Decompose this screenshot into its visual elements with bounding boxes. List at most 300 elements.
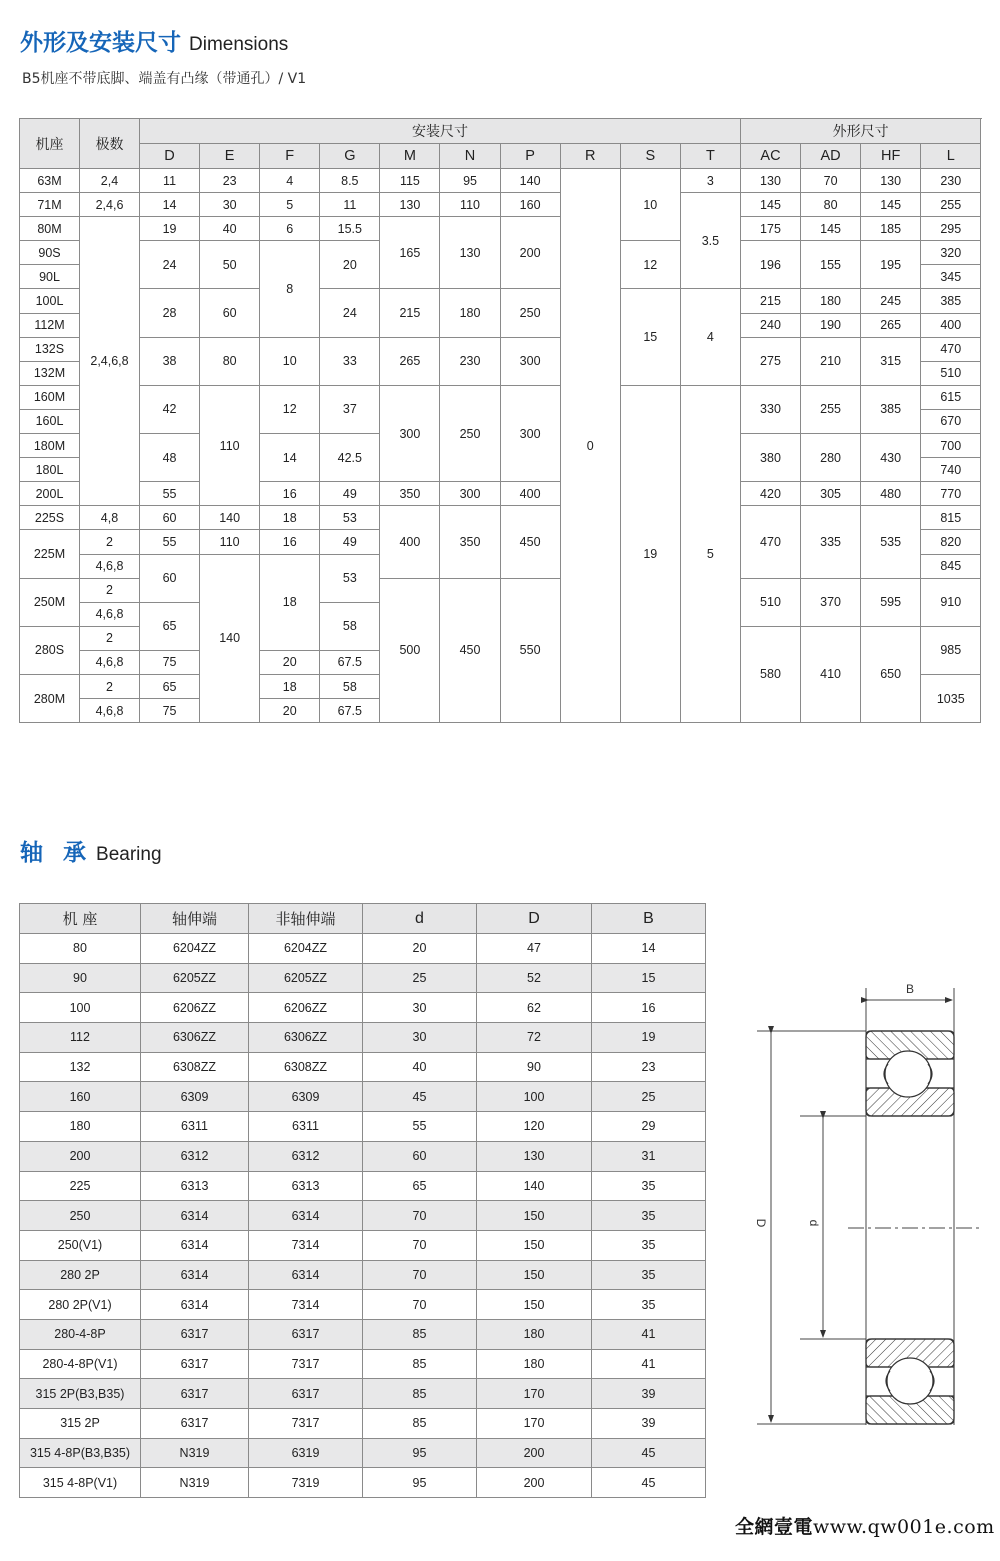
dimensions-subtitle: B5机座不带底脚、端盖有凸缘（带通孔）/ V1 [22, 71, 307, 87]
bearing-cell-drive-end: 6317 [141, 1379, 249, 1409]
watermark-zh: 全網壹電 [735, 1516, 814, 1538]
header-col-s: S [621, 144, 681, 169]
bearing-cell-drive-end: 6312 [141, 1141, 249, 1171]
cell-frame: 132M [20, 362, 80, 386]
cell-g: 53 [320, 555, 380, 603]
bearing-cell-outer-D: 140 [477, 1171, 592, 1201]
bearing-cell-bore-d: 55 [363, 1112, 477, 1142]
bearing-cell-bore-d: 70 [363, 1290, 477, 1320]
cell-s: 15 [621, 289, 681, 385]
cell-ac: 580 [741, 627, 801, 723]
bearing-cell-bore-d: 30 [363, 993, 477, 1023]
cell-n: 230 [440, 338, 500, 386]
bearing-cell-width-B: 39 [592, 1409, 706, 1439]
cell-f: 5 [260, 193, 320, 217]
cell-m: 350 [380, 482, 440, 506]
bearing-row [20, 1438, 706, 1468]
bearing-row [20, 1082, 706, 1112]
header-col-t: T [681, 144, 741, 169]
bearing-cell-width-B: 35 [592, 1230, 706, 1260]
bearing-header-drive-end: 轴伸端 [141, 904, 249, 934]
cell-hf: 245 [861, 289, 921, 313]
cell-p: 250 [501, 289, 561, 337]
bearing-cell-non-drive-end: 6306ZZ [249, 1023, 363, 1053]
cell-frame: 160M [20, 386, 80, 410]
cell-l: 385 [921, 289, 981, 313]
cell-d: 11 [140, 169, 200, 193]
bearing-cell-width-B: 39 [592, 1379, 706, 1409]
cell-g: 58 [320, 675, 380, 699]
bearing-cell-bore-d: 85 [363, 1379, 477, 1409]
cell-e: 50 [200, 241, 260, 289]
header-col-l: L [921, 144, 981, 169]
cell-t: 3 [681, 169, 741, 193]
cell-f: 16 [260, 530, 320, 554]
bearing-cell-non-drive-end: 6314 [249, 1201, 363, 1231]
bearing-header-frame: 机 座 [20, 904, 141, 934]
dimensions-title [20, 24, 288, 57]
cell-ac: 380 [741, 434, 801, 482]
cell-l: 470 [921, 338, 981, 362]
bearing-cell-frame: 200 [20, 1141, 141, 1171]
cell-poles: 2 [80, 675, 140, 699]
bearing-cell-non-drive-end: 6313 [249, 1171, 363, 1201]
bearing-cell-drive-end: 6306ZZ [141, 1023, 249, 1053]
cell-poles: 2,4,6 [80, 193, 140, 217]
bearing-cell-drive-end: 6314 [141, 1290, 249, 1320]
bearing-cell-drive-end: N319 [141, 1468, 249, 1498]
bearing-row [20, 1290, 706, 1320]
cell-frame: 280S [20, 627, 80, 675]
bearing-table [19, 903, 706, 1498]
cell-p: 550 [501, 579, 561, 724]
bearing-cell-width-B: 35 [592, 1290, 706, 1320]
cell-l: 820 [921, 530, 981, 554]
cell-l: 670 [921, 410, 981, 434]
cell-d: 60 [140, 506, 200, 530]
cell-f: 6 [260, 217, 320, 241]
cell-d: 65 [140, 675, 200, 699]
bearing-cell-drive-end: 6206ZZ [141, 993, 249, 1023]
bearing-cell-width-B: 41 [592, 1349, 706, 1379]
bearing-cell-outer-D: 150 [477, 1290, 592, 1320]
bearing-cell-frame: 225 [20, 1171, 141, 1201]
cell-ad: 190 [801, 314, 861, 338]
watermark [735, 1512, 995, 1539]
label-D: D [754, 1218, 768, 1228]
cell-hf: 185 [861, 217, 921, 241]
bearing-cell-frame: 112 [20, 1023, 141, 1053]
bearing-cell-drive-end: 6317 [141, 1409, 249, 1439]
cell-hf: 145 [861, 193, 921, 217]
bearing-cell-width-B: 31 [592, 1141, 706, 1171]
bearing-cell-bore-d: 95 [363, 1468, 477, 1498]
bearing-cell-outer-D: 170 [477, 1379, 592, 1409]
bearing-cell-non-drive-end: 7317 [249, 1409, 363, 1439]
cell-f: 20 [260, 651, 320, 675]
cell-g: 49 [320, 530, 380, 554]
bearing-row [20, 1201, 706, 1231]
cell-ac: 510 [741, 579, 801, 627]
bearing-cell-bore-d: 85 [363, 1319, 477, 1349]
cell-n: 180 [440, 289, 500, 337]
cell-e: 40 [200, 217, 260, 241]
bearing-cell-frame: 315 4-8P(B3,B35) [20, 1438, 141, 1468]
cell-ad: 80 [801, 193, 861, 217]
cell-frame: 250M [20, 579, 80, 627]
bearing-cell-bore-d: 70 [363, 1201, 477, 1231]
bearing-cell-frame: 132 [20, 1052, 141, 1082]
bearing-cell-bore-d: 25 [363, 963, 477, 993]
cell-ad: 255 [801, 386, 861, 434]
cell-poles: 4,8 [80, 506, 140, 530]
cell-l: 295 [921, 217, 981, 241]
cell-poles: 4,6,8 [80, 603, 140, 627]
cell-frame: 71M [20, 193, 80, 217]
header-col-g: G [320, 144, 380, 169]
bearing-row [20, 1468, 706, 1498]
bearing-cell-width-B: 35 [592, 1201, 706, 1231]
header-col-p: P [501, 144, 561, 169]
cell-ad: 335 [801, 506, 861, 578]
cell-p: 450 [501, 506, 561, 578]
bearing-cell-bore-d: 85 [363, 1349, 477, 1379]
cell-f: 18 [260, 675, 320, 699]
cell-frame: 90L [20, 265, 80, 289]
cell-g: 42.5 [320, 434, 380, 482]
bearing-cell-bore-d: 70 [363, 1230, 477, 1260]
cell-g: 67.5 [320, 651, 380, 675]
cell-g: 33 [320, 338, 380, 386]
cell-n: 95 [440, 169, 500, 193]
bearing-row [20, 1409, 706, 1439]
cell-l: 910 [921, 579, 981, 627]
cell-t: 5 [681, 386, 741, 723]
cell-d: 14 [140, 193, 200, 217]
cell-f: 8 [260, 241, 320, 337]
cell-hf: 130 [861, 169, 921, 193]
cell-f: 4 [260, 169, 320, 193]
cell-hf: 595 [861, 579, 921, 627]
cell-l: 815 [921, 506, 981, 530]
bearing-cell-bore-d: 45 [363, 1082, 477, 1112]
cell-poles: 2,4,6,8 [80, 217, 140, 506]
bearing-section-top [866, 1031, 954, 1116]
bearing-cell-width-B: 14 [592, 934, 706, 964]
cell-d: 28 [140, 289, 200, 337]
cell-l: 510 [921, 362, 981, 386]
cell-d: 75 [140, 651, 200, 675]
bearing-cell-bore-d: 95 [363, 1438, 477, 1468]
cell-m: 115 [380, 169, 440, 193]
cell-g: 67.5 [320, 699, 380, 723]
bearing-cell-frame: 160 [20, 1082, 141, 1112]
cell-ad: 305 [801, 482, 861, 506]
dimensions-title-en: Dimensions [189, 34, 289, 55]
cell-m: 400 [380, 506, 440, 578]
cell-poles: 2 [80, 627, 140, 651]
bearing-cell-outer-D: 150 [477, 1201, 592, 1231]
bearing-cell-non-drive-end: 7319 [249, 1468, 363, 1498]
cell-m: 265 [380, 338, 440, 386]
header-col-hf: HF [861, 144, 921, 169]
cell-hf: 650 [861, 627, 921, 723]
bearing-cell-outer-D: 90 [477, 1052, 592, 1082]
cell-frame: 100L [20, 289, 80, 313]
cell-f: 12 [260, 386, 320, 434]
bearing-cell-drive-end: N319 [141, 1438, 249, 1468]
bearing-cell-frame: 180 [20, 1112, 141, 1142]
cell-l: 845 [921, 555, 981, 579]
bearing-cell-outer-D: 72 [477, 1023, 592, 1053]
header-col-e: E [200, 144, 260, 169]
bearing-title [20, 834, 162, 867]
bearing-cell-outer-D: 170 [477, 1409, 592, 1439]
bearing-cell-frame: 90 [20, 963, 141, 993]
bearing-cell-outer-D: 200 [477, 1438, 592, 1468]
cell-p: 300 [501, 386, 561, 482]
bearing-cell-frame: 315 4-8P(V1) [20, 1468, 141, 1498]
cell-n: 350 [440, 506, 500, 578]
cell-d: 42 [140, 386, 200, 434]
bearing-row [20, 1319, 706, 1349]
bearing-cell-frame: 280 2P [20, 1260, 141, 1290]
bearing-cell-non-drive-end: 7317 [249, 1349, 363, 1379]
bearing-cell-outer-D: 180 [477, 1319, 592, 1349]
cell-frame: 225M [20, 530, 80, 578]
header-group-outline: 外形尺寸 [741, 119, 981, 144]
cell-frame: 90S [20, 241, 80, 265]
bearing-section-bottom [866, 1339, 954, 1424]
bearing-cell-frame: 280 2P(V1) [20, 1290, 141, 1320]
cell-n: 300 [440, 482, 500, 506]
cell-poles: 4,6,8 [80, 699, 140, 723]
bearing-row [20, 963, 706, 993]
cell-ad: 410 [801, 627, 861, 723]
bearing-cell-non-drive-end: 6311 [249, 1112, 363, 1142]
bearing-cell-frame: 280-4-8P [20, 1319, 141, 1349]
cell-t: 3.5 [681, 193, 741, 289]
bearing-cell-drive-end: 6314 [141, 1230, 249, 1260]
cell-poles: 4,6,8 [80, 651, 140, 675]
bearing-cell-drive-end: 6317 [141, 1349, 249, 1379]
bearing-row [20, 1112, 706, 1142]
bearing-row [20, 1023, 706, 1053]
bearing-cell-frame: 80 [20, 934, 141, 964]
cell-ac: 275 [741, 338, 801, 386]
bearing-cell-width-B: 45 [592, 1468, 706, 1498]
bearing-cell-non-drive-end: 6204ZZ [249, 934, 363, 964]
cell-hf: 265 [861, 314, 921, 338]
bearing-cell-width-B: 19 [592, 1023, 706, 1053]
header-frame: 机座 [20, 119, 80, 169]
cell-g: 8.5 [320, 169, 380, 193]
bearing-cell-width-B: 29 [592, 1112, 706, 1142]
cell-poles: 2 [80, 579, 140, 603]
bearing-cell-non-drive-end: 6205ZZ [249, 963, 363, 993]
cell-e: 60 [200, 289, 260, 337]
cell-g: 37 [320, 386, 380, 434]
bearing-cell-frame: 280-4-8P(V1) [20, 1349, 141, 1379]
bearing-header-B: B [592, 904, 706, 934]
cell-ad: 180 [801, 289, 861, 313]
cell-e: 80 [200, 338, 260, 386]
bearing-cell-width-B: 23 [592, 1052, 706, 1082]
bearing-header-d: d [363, 904, 477, 934]
bearing-header-D: D [477, 904, 592, 934]
cell-m: 300 [380, 386, 440, 482]
cell-frame: 132S [20, 338, 80, 362]
cell-f: 20 [260, 699, 320, 723]
dimensions-title-zh: 外形及安装尺寸 [20, 30, 181, 56]
bearing-cell-width-B: 35 [592, 1260, 706, 1290]
bearing-cell-frame: 315 2P [20, 1409, 141, 1439]
cell-hf: 385 [861, 386, 921, 434]
bearing-cell-non-drive-end: 6317 [249, 1319, 363, 1349]
cell-d: 24 [140, 241, 200, 289]
bearing-cell-non-drive-end: 7314 [249, 1230, 363, 1260]
cell-l: 1035 [921, 675, 981, 723]
bearing-cell-frame: 315 2P(B3,B35) [20, 1379, 141, 1409]
cell-d: 19 [140, 217, 200, 241]
cell-frame: 200L [20, 482, 80, 506]
cell-ac: 196 [741, 241, 801, 289]
cell-hf: 480 [861, 482, 921, 506]
cell-m: 500 [380, 579, 440, 724]
cell-frame: 160L [20, 410, 80, 434]
header-col-d: D [140, 144, 200, 169]
bearing-cell-bore-d: 85 [363, 1409, 477, 1439]
bearing-cell-outer-D: 120 [477, 1112, 592, 1142]
bearing-row [20, 1052, 706, 1082]
bearing-cell-frame: 100 [20, 993, 141, 1023]
cell-ad: 370 [801, 579, 861, 627]
cell-g: 53 [320, 506, 380, 530]
bearing-cell-outer-D: 150 [477, 1230, 592, 1260]
bearing-cell-outer-D: 150 [477, 1260, 592, 1290]
cell-ad: 280 [801, 434, 861, 482]
cell-ad: 210 [801, 338, 861, 386]
bearing-cell-drive-end: 6313 [141, 1171, 249, 1201]
cell-f: 18 [260, 506, 320, 530]
bearing-title-zh: 轴 承 [20, 840, 93, 866]
cell-p: 140 [501, 169, 561, 193]
cell-g: 49 [320, 482, 380, 506]
cell-f: 16 [260, 482, 320, 506]
bearing-cell-bore-d: 40 [363, 1052, 477, 1082]
bearing-row [20, 1379, 706, 1409]
cell-hf: 195 [861, 241, 921, 289]
bearing-cell-drive-end: 6205ZZ [141, 963, 249, 993]
cell-g: 20 [320, 241, 380, 289]
cell-e: 30 [200, 193, 260, 217]
bearing-cell-width-B: 15 [592, 963, 706, 993]
bearing-cell-bore-d: 60 [363, 1141, 477, 1171]
cell-r: 0 [561, 169, 621, 723]
bearing-cell-drive-end: 6317 [141, 1319, 249, 1349]
cell-ad: 70 [801, 169, 861, 193]
cell-l: 700 [921, 434, 981, 458]
bearing-cell-width-B: 45 [592, 1438, 706, 1468]
bearing-cell-frame: 250(V1) [20, 1230, 141, 1260]
cell-l: 345 [921, 265, 981, 289]
cell-m: 130 [380, 193, 440, 217]
cell-l: 740 [921, 458, 981, 482]
bearing-cell-drive-end: 6314 [141, 1201, 249, 1231]
watermark-url[interactable]: www.qw001e.com [813, 1516, 995, 1538]
bearing-cell-outer-D: 180 [477, 1349, 592, 1379]
bearing-cell-outer-D: 47 [477, 934, 592, 964]
cell-n: 450 [440, 579, 500, 724]
cell-e: 140 [200, 506, 260, 530]
bearing-cell-width-B: 41 [592, 1319, 706, 1349]
cell-frame: 80M [20, 217, 80, 241]
bearing-cell-non-drive-end: 6319 [249, 1438, 363, 1468]
bearing-cell-width-B: 35 [592, 1171, 706, 1201]
header-col-f: F [260, 144, 320, 169]
cell-frame: 180M [20, 434, 80, 458]
cell-ac: 145 [741, 193, 801, 217]
header-col-m: M [380, 144, 440, 169]
cell-ac: 215 [741, 289, 801, 313]
cell-g: 24 [320, 289, 380, 337]
bearing-row [20, 993, 706, 1023]
cell-frame: 63M [20, 169, 80, 193]
cell-ac: 175 [741, 217, 801, 241]
cell-poles: 4,6,8 [80, 555, 140, 579]
bearing-header-row [20, 904, 706, 934]
bearing-cell-width-B: 25 [592, 1082, 706, 1112]
bearing-cell-outer-D: 130 [477, 1141, 592, 1171]
cell-ac: 130 [741, 169, 801, 193]
cell-ad: 145 [801, 217, 861, 241]
cell-d: 60 [140, 555, 200, 603]
cell-n: 250 [440, 386, 500, 482]
bearing-cell-outer-D: 62 [477, 993, 592, 1023]
cell-ac: 240 [741, 314, 801, 338]
cell-f: 14 [260, 434, 320, 482]
cell-g: 11 [320, 193, 380, 217]
bearing-row [20, 934, 706, 964]
cell-l: 255 [921, 193, 981, 217]
header-col-ac: AC [741, 144, 801, 169]
cell-p: 200 [501, 217, 561, 289]
bearing-diagram [740, 960, 980, 1440]
cell-g: 58 [320, 603, 380, 651]
cell-s: 10 [621, 169, 681, 241]
cell-t: 4 [681, 289, 741, 385]
header-group-install: 安装尺寸 [140, 119, 741, 144]
cell-frame: 280M [20, 675, 80, 723]
cell-l: 985 [921, 627, 981, 675]
bearing-row [20, 1349, 706, 1379]
cell-ad: 155 [801, 241, 861, 289]
cell-p: 160 [501, 193, 561, 217]
cell-ac: 470 [741, 506, 801, 578]
bearing-cell-bore-d: 30 [363, 1023, 477, 1053]
label-B: B [905, 982, 915, 996]
dimensions-table [19, 118, 982, 723]
cell-s: 19 [621, 386, 681, 723]
cell-d: 65 [140, 603, 200, 651]
bearing-cell-drive-end: 6314 [141, 1260, 249, 1290]
cell-e: 23 [200, 169, 260, 193]
label-d: d [807, 1219, 821, 1227]
bearing-cell-non-drive-end: 6206ZZ [249, 993, 363, 1023]
bearing-cell-frame: 250 [20, 1201, 141, 1231]
bearing-cell-outer-D: 100 [477, 1082, 592, 1112]
bearing-cell-drive-end: 6309 [141, 1082, 249, 1112]
